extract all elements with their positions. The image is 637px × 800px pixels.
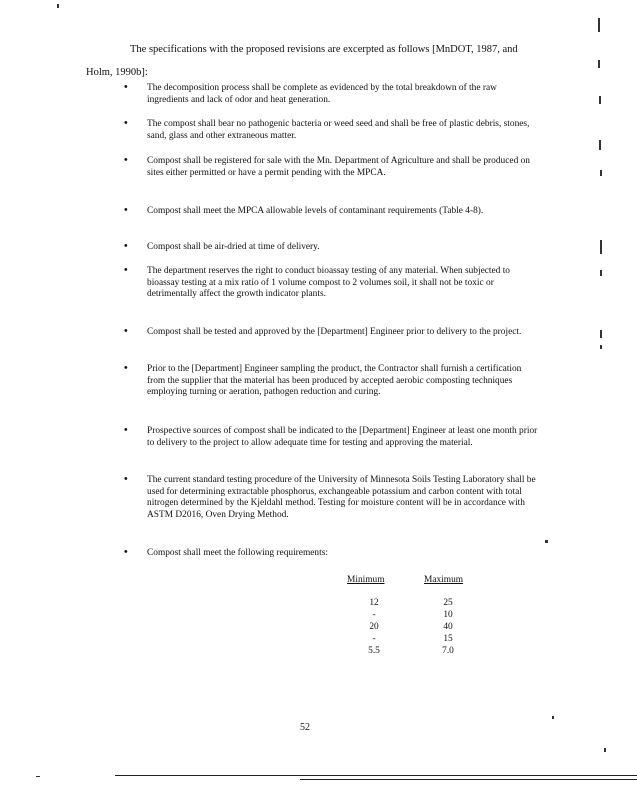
- scan-speck: [600, 345, 602, 349]
- bullet-9: •: [124, 425, 128, 436]
- bullet-1: •: [124, 82, 128, 93]
- page-number: 52: [300, 722, 310, 733]
- bullet-11: •: [124, 547, 128, 558]
- scan-speck: [604, 748, 606, 752]
- scan-speck: [598, 60, 600, 68]
- spec-item-6: The department reserves the right to conduct bioassay testing of any material. When subjected to bioassay testing at a mix ratio of 1 volume compost to 2 volumes soil, it shall not be toxic or detrimentally affect the growth indicator plants.: [147, 266, 510, 300]
- max-value-4: 15: [443, 634, 453, 644]
- spec-item-1: The decomposition process shall be complete as evidenced by the total breakdown of the raw ingredients and lack of odor and heat generation.: [147, 83, 497, 105]
- bullet-6: •: [124, 265, 128, 276]
- bullet-10: •: [124, 474, 128, 485]
- scan-speck: [598, 18, 600, 32]
- scan-speck: [545, 540, 548, 543]
- bullet-5: •: [124, 241, 128, 252]
- bullet-3: •: [124, 155, 128, 166]
- scan-speck: [552, 716, 554, 719]
- max-value-5: 7.0: [442, 646, 454, 656]
- spec-item-3: Compost shall be registered for sale with the Mn. Department of Agriculture and shall be produced on sites either permitted or have a permit pending with the MPCA.: [147, 156, 530, 178]
- spec-item-4: Compost shall meet the MPCA allowable levels of contaminant requirements (Table 4-8).: [147, 206, 484, 216]
- scan-speck: [57, 4, 59, 8]
- bullet-7: •: [124, 326, 128, 337]
- max-value-1: 25: [443, 598, 453, 608]
- spec-item-11: Compost shall meet the following requirements:: [147, 548, 328, 558]
- intro-paragraph: The specifications with the proposed revisions are excerpted as follows [MnDOT, 1987, and Holm, 1990b]:: [86, 44, 518, 78]
- maximum-header: Maximum: [424, 575, 464, 585]
- spec-item-10: The current standard testing procedure of the University of Minnesota Soils Testing Laboratory shall be used for determining extractable phosphorus, exchangeable potassium and carbon content with total nitrogen determined by the Kjeldahl method. Testing for moisture content will be in accordance with ASTM D2016, Oven Drying Method.: [147, 475, 536, 520]
- min-value-3: 20: [369, 622, 379, 632]
- scan-speck: [599, 140, 601, 150]
- spec-item-2: The compost shall bear no pathogenic bacteria or weed seed and shall be free of plastic debris, stones, sand, glass and other extraneous matter.: [147, 119, 530, 141]
- min-value-4: -: [372, 634, 376, 644]
- scan-speck: [599, 96, 601, 104]
- spec-item-9: Prospective sources of compost shall be indicated to the [Department] Engineer at least one month prior to delivery to the project to allow adequate time for testing and approving the material.: [147, 426, 538, 448]
- bullet-4: •: [124, 205, 128, 216]
- minimum-header: Minimum: [347, 575, 385, 585]
- max-value-3: 40: [443, 622, 453, 632]
- max-value-2: 10: [443, 610, 453, 620]
- spec-item-8: Prior to the [Department] Engineer sampling the product, the Contractor shall furnish a certification from the supplier that the material has been produced by accepted aerobic composting techniques employing turning or aeration, pathogen reduction and curing.: [147, 364, 522, 398]
- bullet-8: •: [124, 363, 128, 374]
- scan-speck: [36, 776, 40, 777]
- min-value-2: -: [372, 610, 376, 620]
- spec-item-7: Compost shall be tested and approved by the [Department] Engineer prior to delivery to the project.: [147, 327, 522, 337]
- bottom-rule-1: [115, 775, 637, 776]
- scan-speck: [600, 270, 602, 276]
- bullet-2: •: [124, 118, 128, 129]
- bottom-rule-2: [300, 779, 637, 780]
- scan-speck: [600, 170, 602, 176]
- scan-speck: [600, 240, 602, 254]
- scan-speck: [600, 330, 602, 338]
- min-value-1: 12: [369, 598, 379, 608]
- spec-item-5: Compost shall be air-dried at time of delivery.: [147, 242, 320, 252]
- min-value-5: 5.5: [368, 646, 380, 656]
